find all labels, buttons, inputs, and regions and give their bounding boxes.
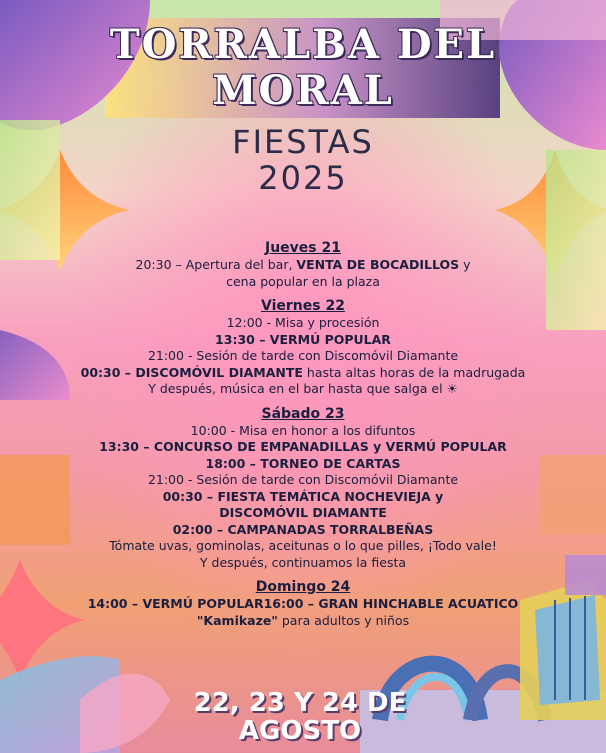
schedule-text-pre: Y después, música en el bar hasta que salga el ☀ [148, 381, 458, 396]
schedule-line [0, 315, 606, 332]
schedule-text-pre: Tómate uvas, gominolas, aceitunas o lo que pilles, ¡Todo vale! [109, 538, 497, 553]
title-line-1: TORRALBA DEL [109, 21, 497, 68]
schedule-line [0, 365, 606, 382]
schedule-text-bold: 13:30 – VERMÚ POPULAR [215, 331, 391, 347]
schedule-line [0, 274, 606, 291]
schedule-text-bold: 14:00 – VERMÚ POPULAR16:00 – GRAN HINCHABLE ACUATICO [87, 596, 519, 611]
schedule-line [0, 332, 606, 349]
schedule-text-post: y [459, 257, 471, 272]
day-heading: Sábado 23 [261, 405, 345, 422]
day-block [0, 579, 606, 629]
schedule [0, 234, 606, 637]
day-block [0, 298, 606, 398]
subtitle-year: 2025 [258, 159, 348, 197]
title-line-2: MORAL [212, 67, 394, 114]
day-block [0, 406, 606, 572]
schedule-line [0, 555, 606, 572]
schedule-text-bold: DISCOMÓVIL DIAMANTE [219, 505, 387, 520]
schedule-line [0, 489, 606, 506]
day-heading: Jueves 21 [265, 240, 341, 256]
schedule-text-bold: VENTA DE BOCADILLOS [296, 257, 460, 272]
schedule-line [0, 348, 606, 365]
schedule-line [0, 257, 606, 274]
schedule-text-bold: "Kamikaze" [196, 612, 278, 628]
dates-line-2: AGOSTO [238, 716, 362, 746]
day-heading: Domingo 24 [255, 579, 351, 595]
schedule-line [0, 596, 606, 613]
schedule-text-pre: 21:00 - Sesión de tarde con Discomóvil Diamante [147, 348, 459, 363]
schedule-text-bold: 13:30 – CONCURSO DE EMPANADILLAS y VERMÚ POPULAR [99, 439, 507, 454]
schedule-text-pre: cena popular en la plaza [226, 273, 380, 289]
schedule-line [0, 439, 606, 456]
schedule-text-bold: 00:30 – FIESTA TEMÁTICA NOCHEVIEJA y [162, 488, 444, 504]
schedule-text-post: para adultos y niños [277, 612, 410, 628]
schedule-text-post: hasta altas horas de la madrugada [302, 364, 526, 380]
schedule-text-pre: Y después, continuamos la fiesta [199, 554, 407, 570]
schedule-text-bold: 18:00 – TORNEO DE CARTAS [205, 455, 401, 471]
schedule-text-bold: 00:30 – DISCOMÓVIL DIAMANTE [80, 364, 303, 380]
schedule-line [0, 613, 606, 630]
dates-line-1: 22, 23 Y 24 DE [193, 688, 407, 718]
schedule-line [0, 505, 606, 522]
subtitle-fiestas: FIESTAS [232, 123, 374, 161]
schedule-line [0, 423, 606, 440]
schedule-text-bold: 02:00 – CAMPANADAS TORRALBEÑAS [172, 521, 434, 537]
schedule-text-pre: 20:30 – Apertura del bar, [135, 257, 297, 272]
day-block [0, 240, 606, 290]
day-heading: Viernes 22 [261, 298, 345, 314]
schedule-line [0, 381, 606, 398]
schedule-text-pre: 10:00 - Misa en honor a los difuntos [190, 422, 416, 438]
schedule-text-pre: 12:00 - Misa y procesión [226, 315, 380, 330]
schedule-line [0, 522, 606, 539]
schedule-line [0, 472, 606, 489]
schedule-line [0, 538, 606, 555]
schedule-text-pre: 21:00 - Sesión de tarde con Discomóvil Diamante [147, 472, 459, 487]
schedule-line [0, 456, 606, 473]
